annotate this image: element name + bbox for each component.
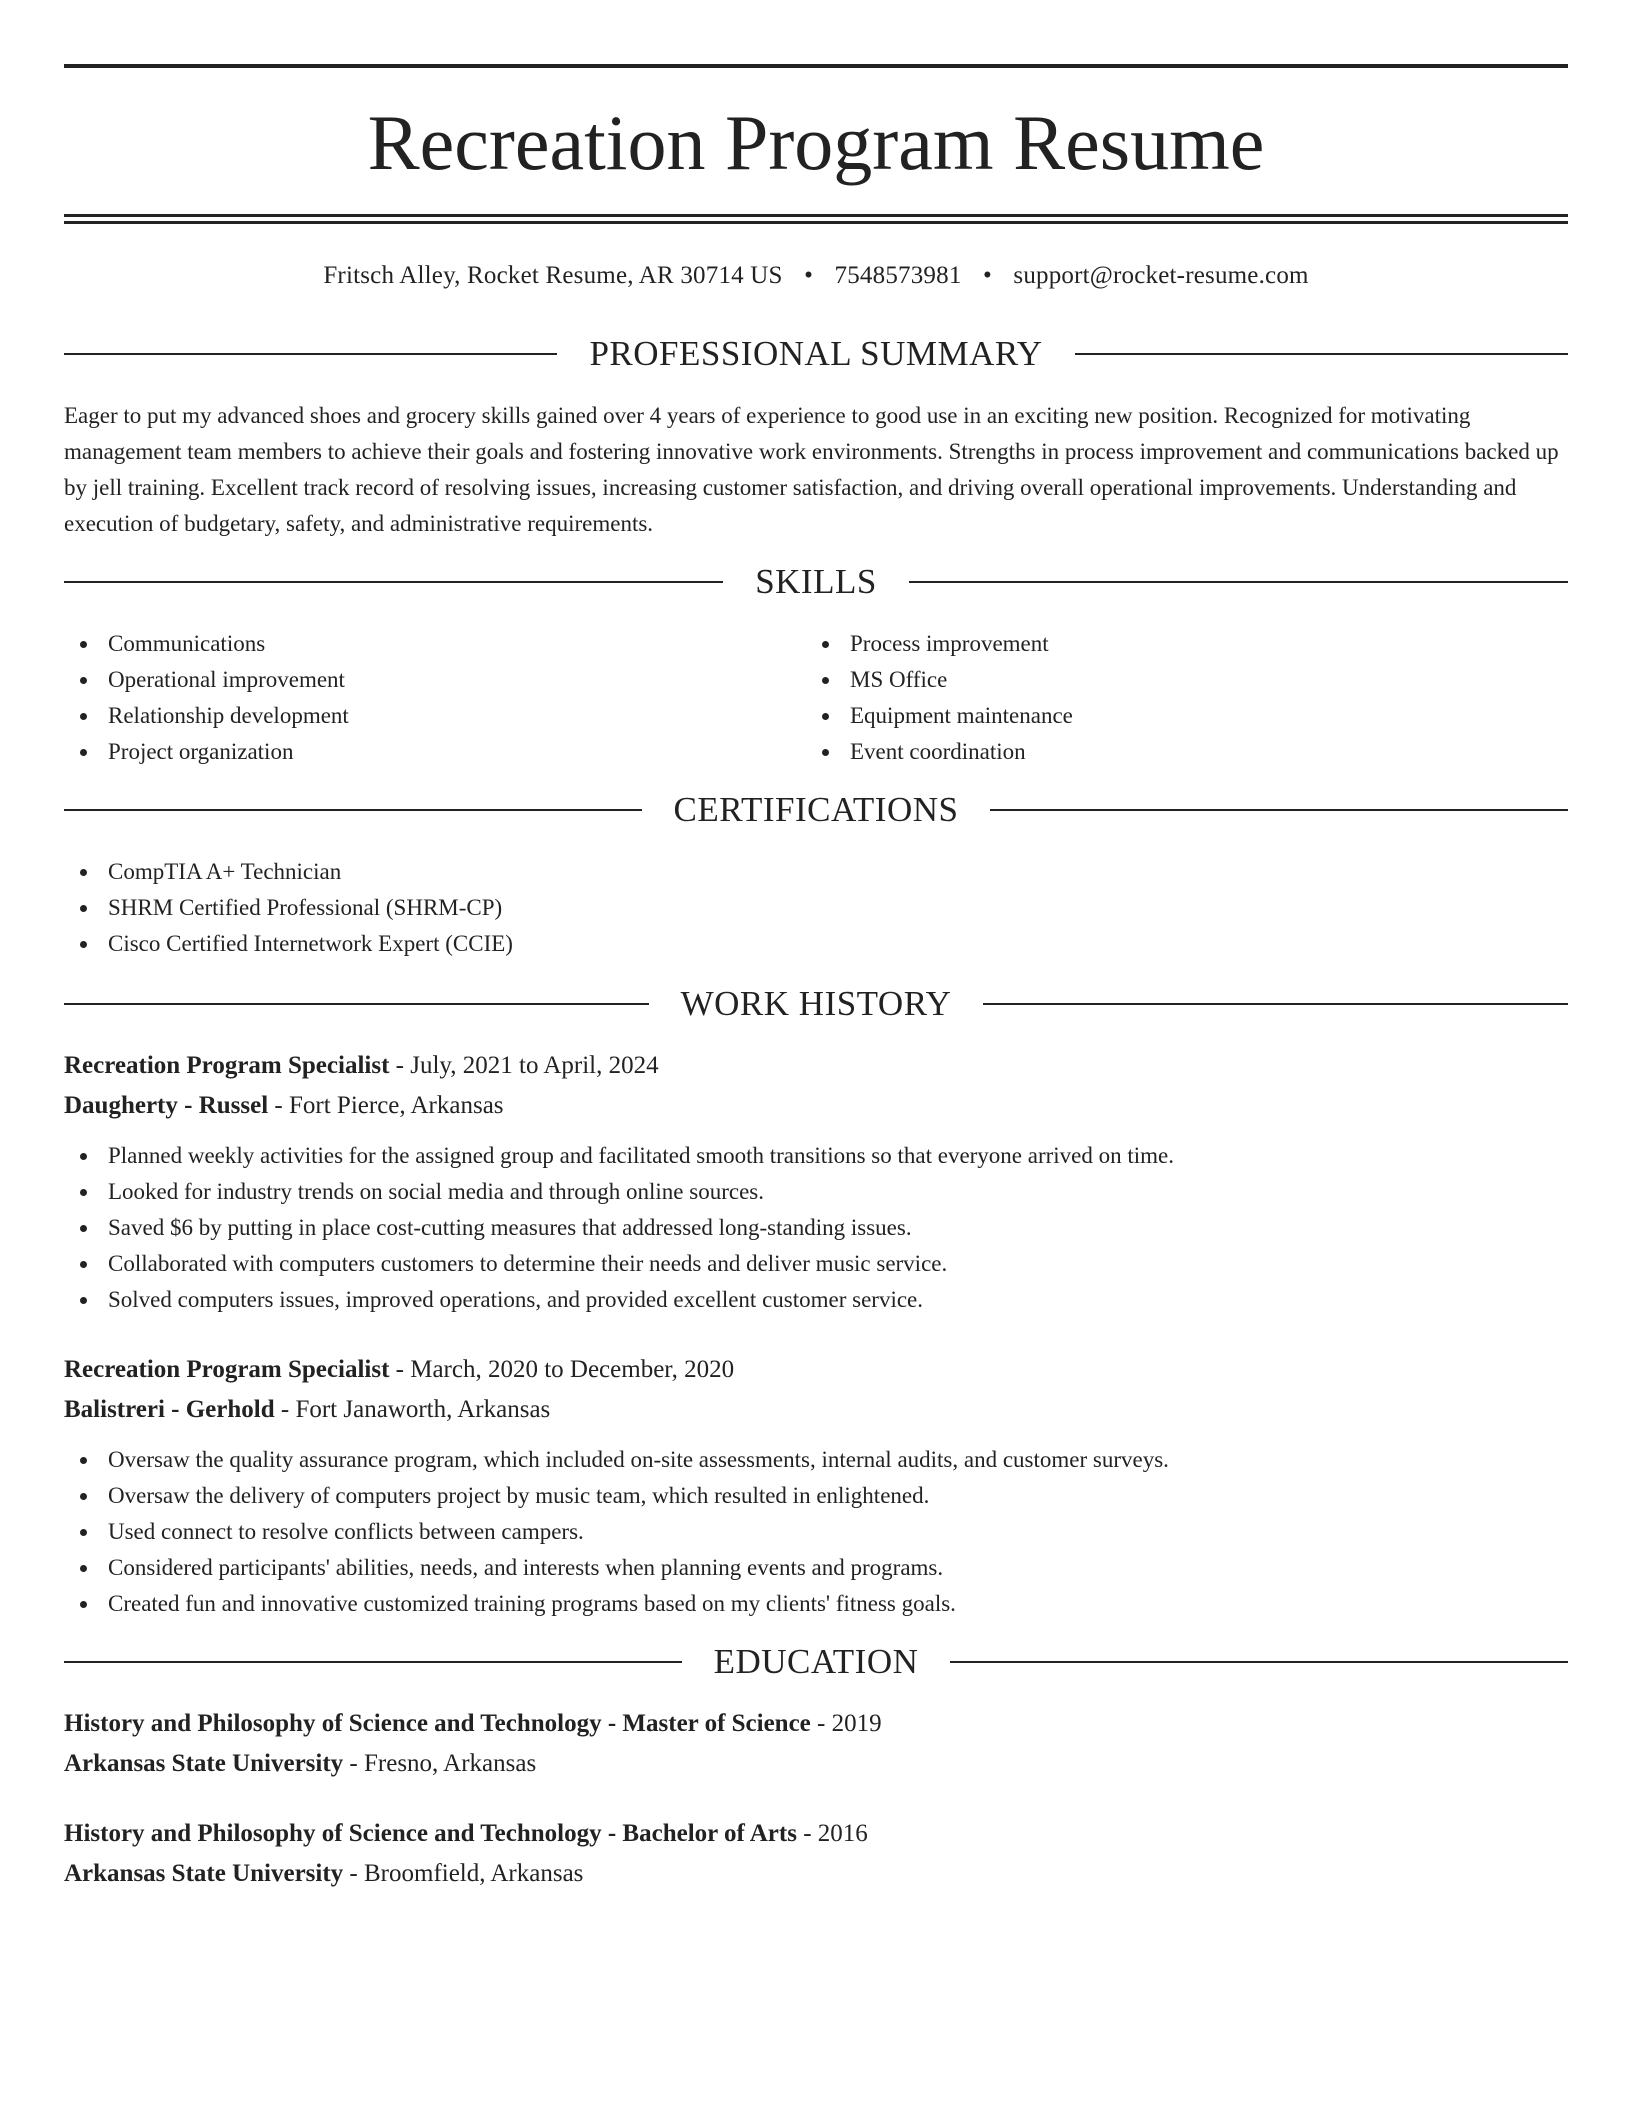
skill-item: Process improvement [806, 626, 1548, 662]
skill-item: Event coordination [806, 734, 1548, 770]
contact-separator: • [982, 262, 992, 289]
certification-item: SHRM Certified Professional (SHRM-CP) [64, 890, 1568, 926]
education-degree: History and Philosophy of Science and Technology - Master of Science [64, 1710, 811, 1737]
skills-column-right [806, 626, 1548, 770]
skills-column-left [64, 626, 806, 770]
job-bullet: Looked for industry trends on social media and through online sources. [64, 1174, 1568, 1210]
certifications-list [64, 854, 1568, 962]
section-header-education [64, 1642, 1568, 1682]
section-rule [64, 809, 642, 811]
job-bullet: Saved $6 by putting in place cost-cutting measures that addressed long-standing issues. [64, 1210, 1568, 1246]
skill-item: Relationship development [64, 698, 806, 734]
contact-line [64, 260, 1568, 292]
section-title-education: EDUCATION [713, 1642, 919, 1681]
job-bullet: Collaborated with computers customers to determine their needs and deliver music service. [64, 1246, 1568, 1282]
summary-text: Eager to put my advanced shoes and grocery skills gained over 4 years of experience to good use in an exciting new position. Recognized for motivating management team members to achieve their goals and fostering innovative work environments. Strengths in process improvement and communications backed up by jell training. Excellent track record of resolving issues, increasing customer satisfaction, and driving overall operational improvements. Understanding and execution of budgetary, safety, and administrative requirements. [64, 403, 1559, 536]
education-school: Arkansas State University [64, 1750, 344, 1777]
job-bullet: Used connect to resolve conflicts between campers. [64, 1514, 1568, 1550]
job-location: - Fort Janaworth, Arkansas [280, 1396, 551, 1423]
skill-item: Project organization [64, 734, 806, 770]
section-rule [1075, 353, 1568, 355]
job-company-line [64, 1086, 1568, 1126]
job-bullet: Oversaw the delivery of computers project by music team, which resulted in enlightened. [64, 1478, 1568, 1514]
job-title-line [64, 1350, 1568, 1390]
section-rule [64, 1661, 682, 1663]
job-title-line [64, 1046, 1568, 1086]
skill-item: Operational improvement [64, 662, 806, 698]
education-degree-line [64, 1814, 1568, 1854]
job-bullets [64, 1442, 1568, 1622]
resume-title: Recreation Program Resume [367, 99, 1265, 186]
education-school: Arkansas State University [64, 1860, 344, 1887]
section-title-summary: PROFESSIONAL SUMMARY [589, 334, 1043, 373]
education-degree-line [64, 1704, 1568, 1744]
contact-address: Fritsch Alley, Rocket Resume, AR 30714 US [323, 262, 783, 289]
job-bullet: Considered participants' abilities, needs, and interests when planning events and programs. [64, 1550, 1568, 1586]
section-header-skills [64, 562, 1568, 602]
section-header-summary [64, 334, 1568, 374]
job-dates: - July, 2021 to April, 2024 [395, 1052, 659, 1079]
job-entry [64, 1046, 1568, 1318]
job-bullet: Planned weekly activities for the assigned group and facilitated smooth transitions so that everyone arrived on time. [64, 1138, 1568, 1174]
certification-item: Cisco Certified Internetwork Expert (CCIE) [64, 926, 1568, 962]
section-title-work: WORK HISTORY [680, 984, 952, 1023]
education-location: - Broomfield, Arkansas [349, 1860, 584, 1887]
contact-phone: 7548573981 [834, 262, 962, 289]
contact-separator: • [804, 262, 814, 289]
job-dates: - March, 2020 to December, 2020 [395, 1356, 735, 1383]
skills-list [64, 626, 1568, 770]
section-rule [983, 1003, 1568, 1005]
job-company: Balistreri - Gerhold [64, 1396, 275, 1423]
education-year: - 2016 [803, 1820, 868, 1847]
section-header-certifications [64, 790, 1568, 830]
section-rule [950, 1661, 1568, 1663]
skill-item: MS Office [806, 662, 1548, 698]
section-rule [64, 1003, 649, 1005]
job-bullet: Solved computers issues, improved operations, and provided excellent customer service. [64, 1282, 1568, 1318]
section-title-certifications: CERTIFICATIONS [673, 790, 959, 829]
section-title-skills: SKILLS [755, 562, 877, 601]
section-header-work [64, 984, 1568, 1024]
job-bullet: Oversaw the quality assurance program, which included on-site assessments, internal audits, and customer surveys. [64, 1442, 1568, 1478]
job-location: - Fort Pierce, Arkansas [274, 1092, 504, 1119]
job-bullet: Created fun and innovative customized training programs based on my clients' fitness goals. [64, 1586, 1568, 1622]
skill-item: Equipment maintenance [806, 698, 1548, 734]
job-company: Daugherty - Russel [64, 1092, 269, 1119]
education-school-line [64, 1744, 1568, 1784]
education-degree: History and Philosophy of Science and Technology - Bachelor of Arts [64, 1820, 797, 1847]
skill-item: Communications [64, 626, 806, 662]
certification-item: CompTIA A+ Technician [64, 854, 1568, 890]
section-rule [990, 809, 1568, 811]
resume-page [64, 64, 1568, 1894]
section-rule [64, 581, 723, 583]
job-company-line [64, 1390, 1568, 1430]
section-rule [909, 581, 1568, 583]
education-year: - 2019 [817, 1710, 882, 1737]
education-location: - Fresno, Arkansas [349, 1750, 537, 1777]
education-school-line [64, 1854, 1568, 1894]
job-entry [64, 1350, 1568, 1622]
education-entry [64, 1704, 1568, 1784]
job-title: Recreation Program Specialist [64, 1052, 390, 1079]
top-rule [64, 64, 1568, 68]
header-double-rule [64, 214, 1568, 224]
section-rule [64, 353, 557, 355]
job-bullets [64, 1138, 1568, 1318]
education-entry [64, 1814, 1568, 1894]
contact-email: support@rocket-resume.com [1013, 262, 1309, 289]
job-title: Recreation Program Specialist [64, 1356, 390, 1383]
